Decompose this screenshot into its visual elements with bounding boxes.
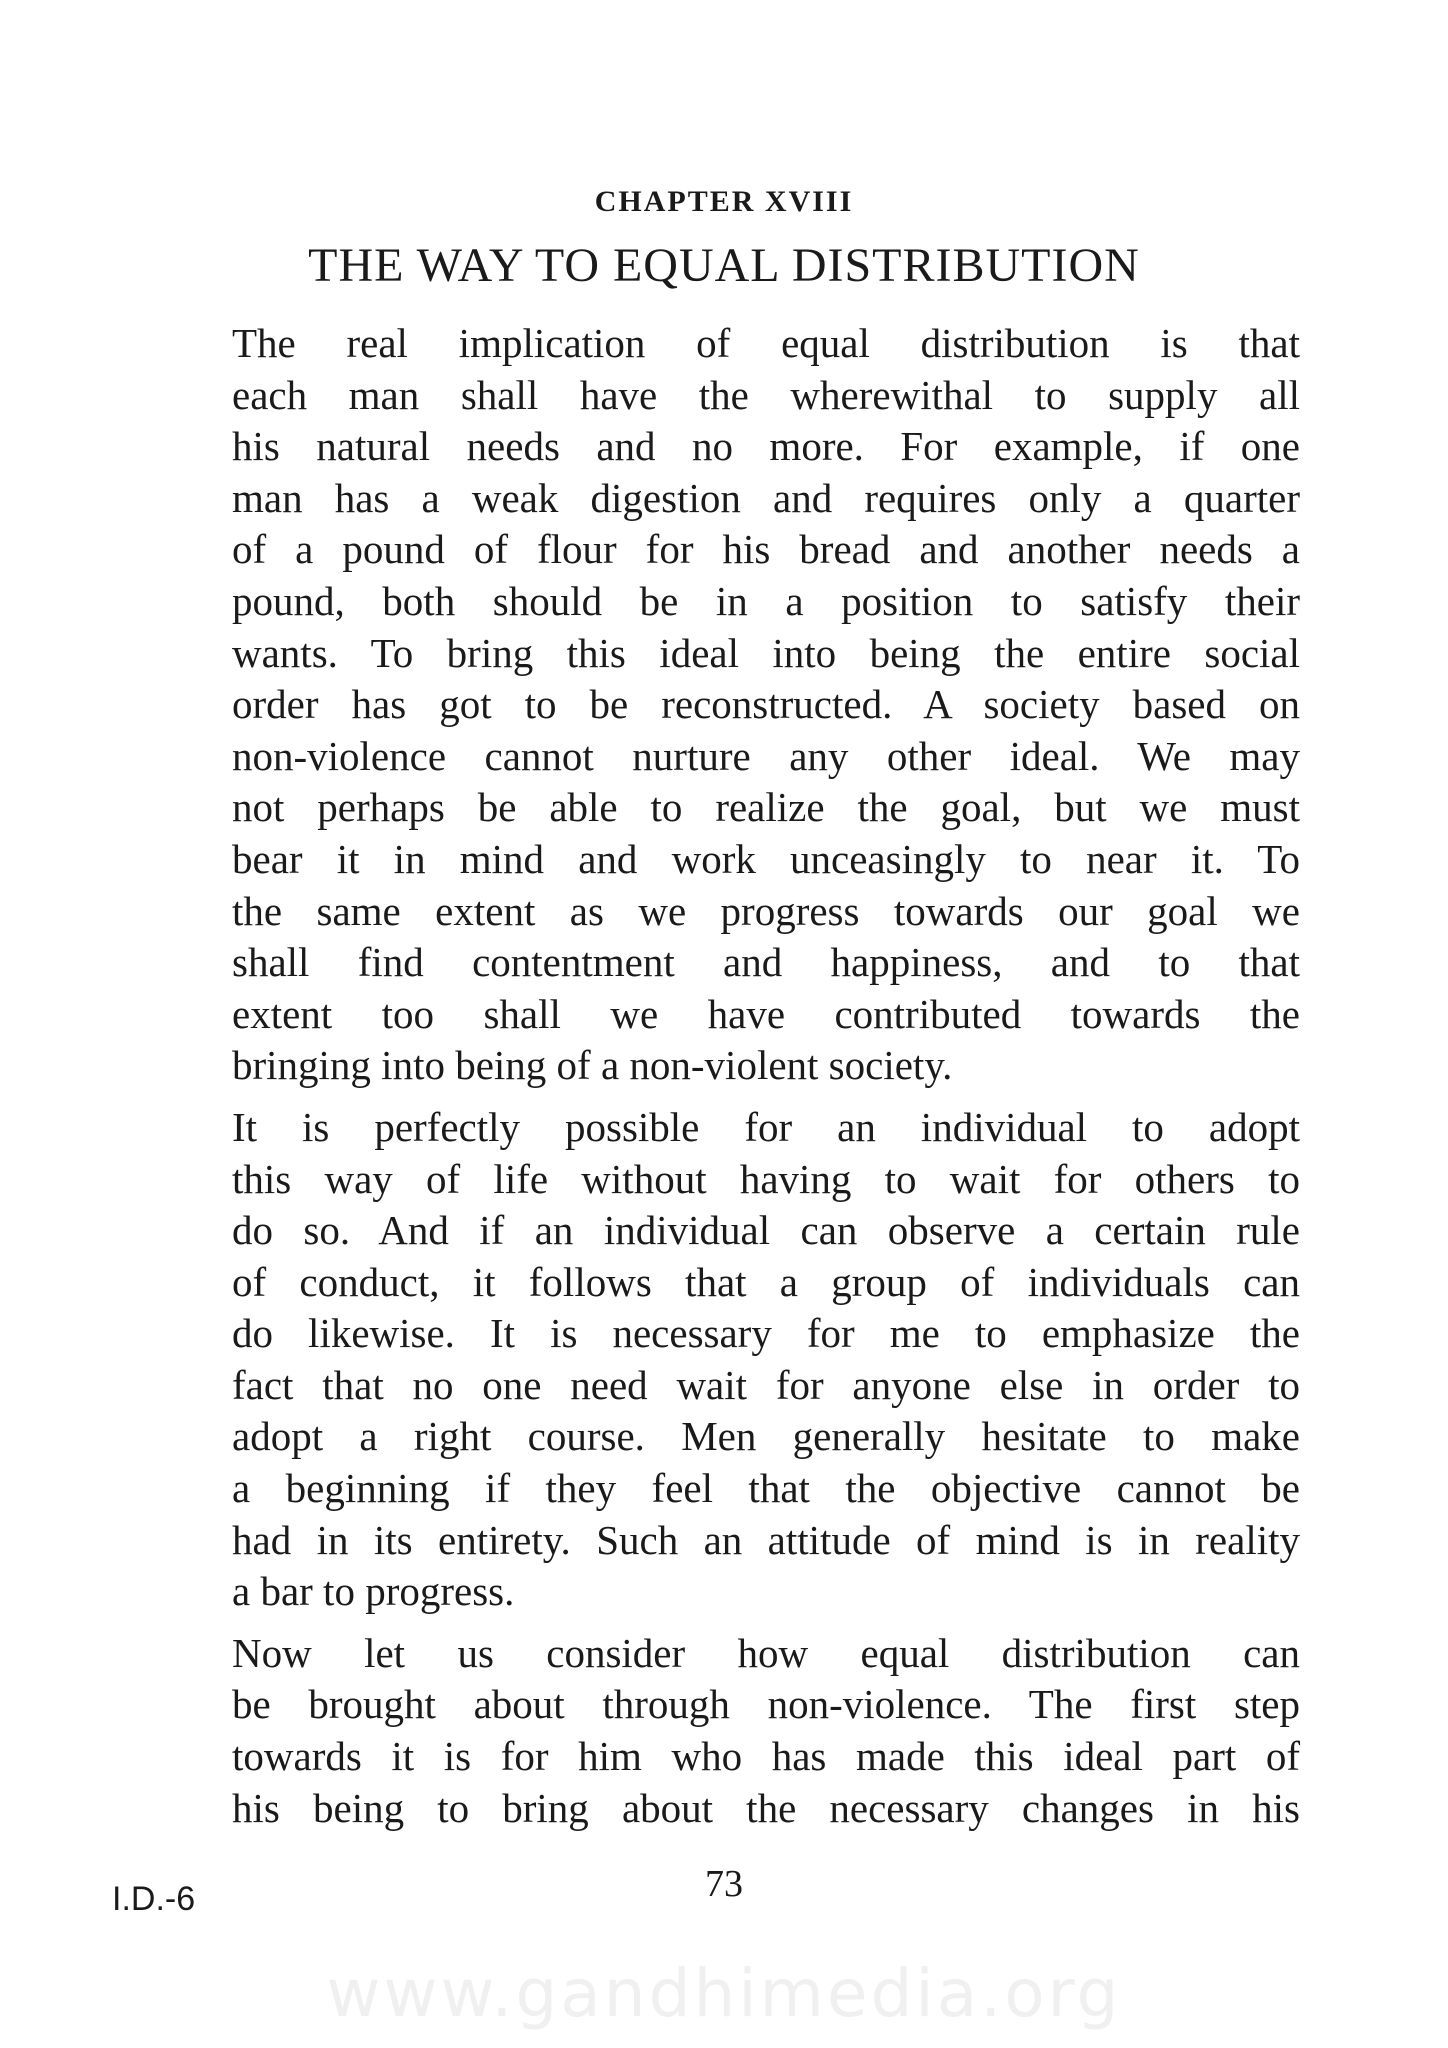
text-line: this way of life without having to wait for others to [232,1155,1300,1202]
watermark: www.gandhimedia.org [326,1955,1122,2032]
text-line: not perhaps be able to realize the goal, but we must [232,784,1300,831]
text-line: of conduct, it follows that a group of individuals can [232,1258,1300,1305]
text-line: a bar to progress. [232,1568,515,1615]
text-line: man has a weak digestion and requires only a quarter [232,474,1300,521]
text-line: adopt a right course. Men generally hesitate to make [232,1413,1300,1460]
text-line: non-violence cannot nurture any other ideal. We may [232,732,1300,779]
text-line: do so. And if an individual can observe a certain rule [232,1207,1300,1254]
paragraph-2 [138,1102,1300,1618]
text-line: towards it is for him who has made this ideal part of [232,1733,1300,1780]
text-line: shall find contentment and happiness, and to that [232,939,1300,986]
text-line: the same extent as we progress towards our goal we [232,887,1300,934]
text-line: pound, both should be in a position to satisfy their [232,577,1300,624]
chapter-body [138,318,1300,1834]
paragraph-1 [138,318,1300,1092]
text-line: his being to bring about the necessary changes in his [232,1784,1300,1831]
text-line: do likewise. It is necessary for me to emphasize the [232,1310,1300,1357]
text-line: Now let us consider how equal distribution can [232,1629,1300,1676]
text-line: bringing into being of a non-violent society. [232,1042,953,1089]
text-line: of a pound of flour for his bread and another needs a [232,526,1300,573]
text-line: wants. To bring this ideal into being the entire social [232,629,1300,676]
text-line: The real implication of equal distribution is that [232,320,1300,366]
text-line: It is perfectly possible for an individual to adopt [232,1103,1300,1150]
text-line: order has got to be reconstructed. A society based on [232,681,1300,728]
page-number: 73 [705,1863,743,1905]
text-line: his natural needs and no more. For example, if one [232,423,1300,470]
text-line: a beginning if they feel that the objective cannot be [232,1465,1300,1512]
text-line: bear it in mind and work unceasingly to near it. To [232,835,1300,882]
chapter-label: CHAPTER XVIII [594,185,854,218]
chapter-title: THE WAY TO EQUAL DISTRIBUTION [308,239,1140,292]
paragraph-3 [138,1628,1300,1834]
text-line: be brought about through non-violence. The first step [232,1681,1300,1728]
signature-mark: I.D.-6 [112,1880,196,1918]
text-line: fact that no one need wait for anyone else in order to [232,1361,1300,1408]
text-line: each man shall have the wherewithal to supply all [232,371,1300,418]
text-line: extent too shall we have contributed towards the [232,990,1300,1037]
text-line: had in its entirety. Such an attitude of mind is in reality [232,1516,1300,1563]
